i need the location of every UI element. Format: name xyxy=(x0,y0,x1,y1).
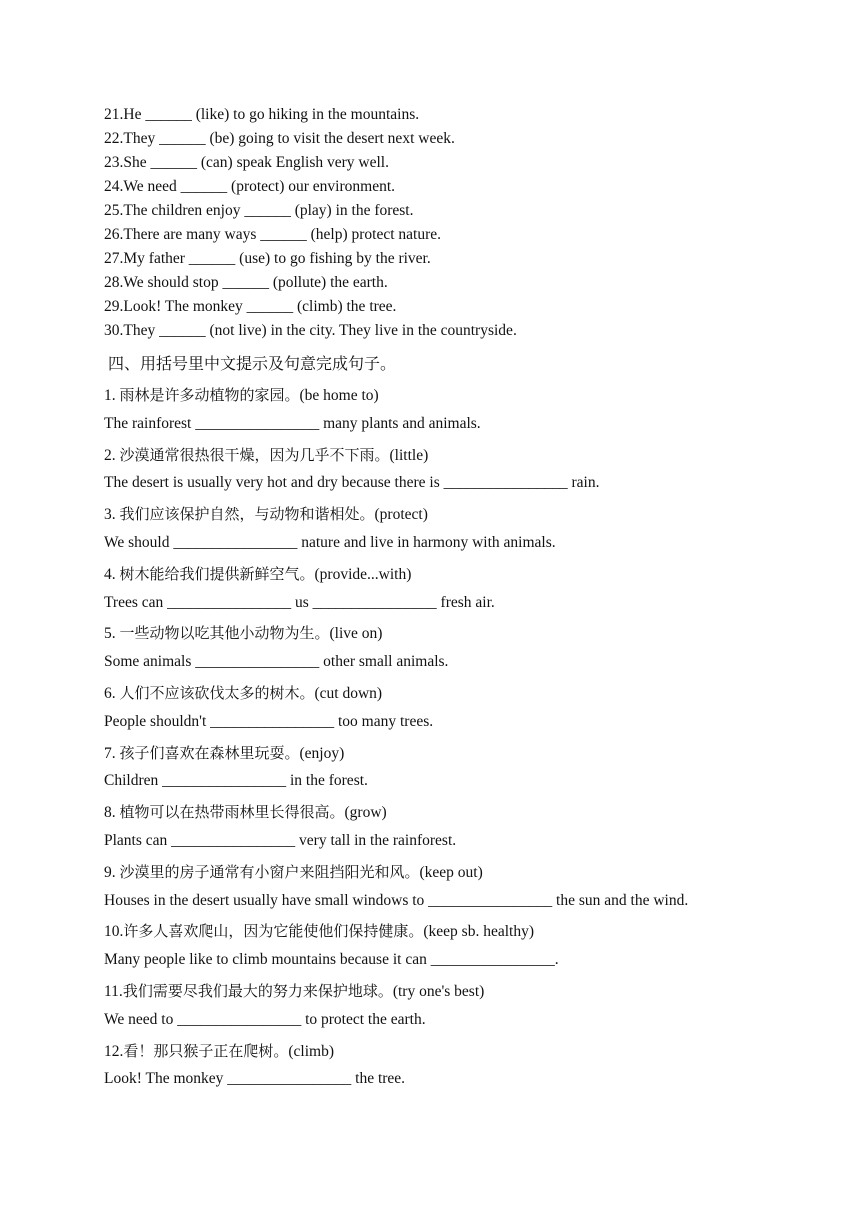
question-prompt xyxy=(104,737,804,767)
english-sentence: People shouldn't ________________ too many trees. xyxy=(104,712,434,730)
question-number: 2. xyxy=(104,446,116,464)
chinese-prompt: 看！那只猴子正在爬树。 xyxy=(123,1041,289,1060)
fill-in-item-26: 26.There are many ways ______ (help) protect nature. xyxy=(104,226,441,243)
hint: (provide...with) xyxy=(314,565,412,583)
chinese-prompt: 我们应该保护自然，与动物和谐相处。 xyxy=(119,505,375,524)
fill-in-item-29: 29.Look! The monkey ______ (climb) the tree. xyxy=(104,298,397,315)
question-prompt xyxy=(104,915,804,945)
hint: (cut down) xyxy=(314,684,383,702)
english-sentence: Houses in the desert usually have small windows to ________________ the sun and the wind. xyxy=(104,891,689,909)
chinese-prompt: 人们不应该砍伐太多的树木。 xyxy=(119,683,315,702)
chinese-prompt: 沙漠里的房子通常有小窗户来阻挡阳光和风。 xyxy=(119,862,420,881)
hint: (enjoy) xyxy=(299,744,345,762)
chinese-prompt: 许多人喜欢爬山，因为它能使他们保持健康。 xyxy=(123,922,424,941)
question-number: 1. xyxy=(104,387,116,404)
fill-in-item-22: 22.They ______ (be) going to visit the desert next week. xyxy=(104,130,455,147)
question-prompt xyxy=(104,617,804,647)
chinese-prompt: 沙漠通常很热很干燥，因为几乎不下雨。 xyxy=(119,445,390,464)
question-number: 7. xyxy=(104,744,116,762)
hint: (be home to) xyxy=(299,387,379,404)
question-number: 5. xyxy=(104,625,116,643)
worksheet-content xyxy=(104,103,804,1094)
question-prompt xyxy=(104,796,804,826)
english-sentence: Plants can ________________ very tall in the rainforest. xyxy=(104,831,457,849)
fill-in-item-24: 24.We need ______ (protect) our environment. xyxy=(104,178,396,195)
fill-in-item-30: 30.They ______ (not live) in the city. They live in the countryside. xyxy=(104,322,517,339)
question-prompt xyxy=(104,498,804,528)
question-number: 9. xyxy=(104,863,116,881)
question-prompt xyxy=(104,677,804,707)
english-sentence: Children ________________ in the forest. xyxy=(104,772,368,790)
fill-in-list xyxy=(104,103,804,343)
question-prompt xyxy=(104,1035,804,1065)
fill-in-item-25: 25.The children enjoy ______ (play) in the forest. xyxy=(104,202,414,219)
hint: (keep sb. healthy) xyxy=(423,923,535,941)
chinese-prompt: 我们需要尽我们最大的努力来保护地球。 xyxy=(122,981,393,1000)
chinese-prompt: 一些动物以吃其他小动物为生。 xyxy=(119,624,330,643)
fill-in-item-27: 27.My father ______ (use) to go fishing by the river. xyxy=(104,250,431,267)
question-prompt xyxy=(104,379,804,409)
english-sentence: Trees can ________________ us ________________ fresh air. xyxy=(104,593,495,611)
english-sentence: The rainforest ________________ many plants and animals. xyxy=(104,414,481,432)
question-prompt xyxy=(104,856,804,886)
question-number: 11. xyxy=(104,982,123,1000)
chinese-prompt: 树木能给我们提供新鲜空气。 xyxy=(119,564,315,583)
question-number: 12. xyxy=(104,1042,124,1060)
english-sentence: Some animals ________________ other small animals. xyxy=(104,653,449,671)
question-prompt xyxy=(104,558,804,588)
question-number: 3. xyxy=(104,506,116,524)
english-sentence: Many people like to climb mountains because it can ________________. xyxy=(104,951,559,969)
question-number: 6. xyxy=(104,684,116,702)
fill-in-item-23: 23.She ______ (can) speak English very well. xyxy=(104,154,389,171)
question-number: 8. xyxy=(104,804,116,822)
english-sentence: Look! The monkey ________________ the tree. xyxy=(104,1070,406,1088)
question-number: 4. xyxy=(104,565,116,583)
fill-in-item-21: 21.He ______ (like) to go hiking in the mountains. xyxy=(104,106,420,123)
hint: (protect) xyxy=(374,506,428,524)
hint: (keep out) xyxy=(419,863,483,881)
chinese-prompt: 孩子们喜欢在森林里玩耍。 xyxy=(119,743,300,762)
english-sentence: We need to ________________ to protect the earth. xyxy=(104,1010,426,1028)
hint: (little) xyxy=(389,446,429,464)
chinese-prompt: 雨林是许多动植物的家园。 xyxy=(119,386,300,404)
hint: (live on) xyxy=(329,625,383,643)
hint: (climb) xyxy=(288,1042,335,1060)
section-title: 四、用括号里中文提示及句意完成句子。 xyxy=(108,354,397,373)
question-list xyxy=(104,379,804,1094)
question-prompt xyxy=(104,975,804,1005)
question-number: 10. xyxy=(104,923,124,941)
question-prompt xyxy=(104,439,804,469)
english-sentence: The desert is usually very hot and dry because there is ________________ rain. xyxy=(104,474,600,492)
fill-in-item-28: 28.We should stop ______ (pollute) the earth. xyxy=(104,274,388,291)
chinese-prompt: 植物可以在热带雨林里长得很高。 xyxy=(119,803,345,822)
hint: (grow) xyxy=(344,804,387,822)
hint: (try one's best) xyxy=(392,982,485,1000)
english-sentence: We should ________________ nature and live in harmony with animals. xyxy=(104,533,556,551)
